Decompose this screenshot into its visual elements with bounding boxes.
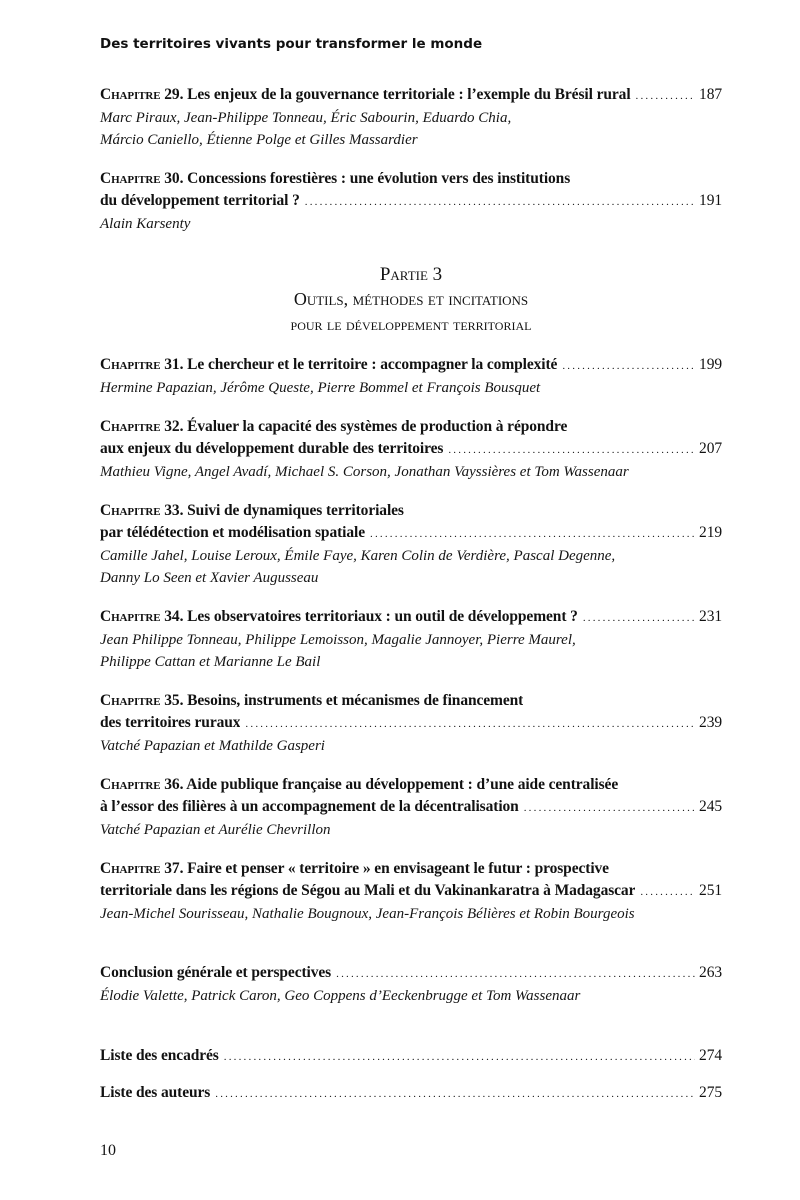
dot-leader: [562, 355, 695, 377]
back-matter-title: Liste des encadrés: [100, 1047, 219, 1064]
toc-entry-ch37: [100, 858, 722, 925]
toc-title-line: [100, 354, 722, 377]
toc-title-line: [100, 796, 722, 819]
chapter-label: Chapitre 32.: [100, 418, 184, 435]
conclusion-title: Conclusion générale et perspectives: [100, 964, 332, 981]
authors-line: Danny Lo Seen et Xavier Augusseau: [100, 570, 319, 586]
toc-title-line: [100, 774, 722, 796]
chapter-title: Évaluer la capacité des systèmes de production à répondre: [187, 418, 568, 435]
toc-title-line: [100, 712, 722, 735]
authors-line: Hermine Papazian, Jérôme Queste, Pierre Bommel et François Bousquet: [100, 380, 541, 396]
authors-line: Márcio Caniello, Étienne Polge et Gilles Massardier: [100, 132, 418, 148]
chapter-label: Chapitre 35.: [100, 692, 184, 709]
running-header: Des territoires vivants pour transformer le monde: [100, 36, 483, 52]
authors-line: Alain Karsenty: [100, 216, 191, 232]
dot-leader: [336, 963, 695, 985]
toc-entry-ch31: [100, 354, 722, 399]
chapter-title: Le chercheur et le territoire : accompagner la complexité: [187, 356, 558, 373]
chapter-label: Chapitre 36.: [100, 776, 184, 793]
page-number: 191: [699, 192, 722, 209]
dot-leader: [224, 1046, 695, 1068]
toc-title-line: [100, 522, 722, 545]
dot-leader: [245, 713, 695, 735]
chapter-title: Suivi de dynamiques territoriales: [187, 502, 404, 519]
toc-title-line: [100, 84, 722, 107]
chapter-title-continued: du développement territorial ?: [100, 192, 300, 209]
chapter-label: Chapitre 30.: [100, 170, 184, 187]
authors-line: Vatché Papazian et Aurélie Chevrillon: [100, 822, 331, 838]
page-number: 239: [699, 714, 722, 731]
dot-leader: [370, 523, 695, 545]
page-number: 275: [699, 1084, 722, 1101]
part-title-line2: pour le développement territorial: [290, 314, 532, 334]
page-number: 263: [699, 964, 722, 981]
toc-title-line: [100, 880, 722, 903]
chapter-title: Les enjeux de la gouvernance territoriale : l’exemple du Brésil rural: [187, 86, 631, 103]
chapter-title: Les observatoires territoriaux : un outil de développement ?: [187, 608, 578, 625]
chapter-title: Besoins, instruments et mécanismes de financement: [187, 692, 524, 709]
toc-title-line: [100, 606, 722, 629]
chapter-label: Chapitre 29.: [100, 86, 184, 103]
toc-title-line: [100, 690, 722, 712]
dot-leader: [215, 1083, 695, 1105]
page-number: 231: [699, 608, 722, 625]
toc-title-line: [100, 168, 722, 190]
page-number: 219: [699, 524, 722, 541]
back-matter-title: Liste des auteurs: [100, 1084, 211, 1101]
chapter-label: Chapitre 34.: [100, 608, 184, 625]
dot-leader: [636, 85, 696, 107]
part-title-line1: Outils, méthodes et incitations: [293, 289, 529, 309]
toc-entry-liste-auteurs: [100, 1082, 722, 1105]
authors-line: Philippe Cattan et Marianne Le Bail: [100, 654, 321, 670]
chapter-authors: [100, 545, 722, 589]
dot-leader: [524, 797, 695, 819]
chapter-label: Chapitre 31.: [100, 356, 184, 373]
page-number: 207: [699, 440, 722, 457]
page-number: 251: [699, 882, 722, 899]
dot-leader: [305, 191, 695, 213]
toc-title-line: [100, 416, 722, 438]
toc-title-line: [100, 190, 722, 213]
page-number: 245: [699, 798, 722, 815]
chapter-title-continued: par télédétection et modélisation spatiale: [100, 524, 365, 541]
authors-line: Vatché Papazian et Mathilde Gasperi: [100, 738, 325, 754]
toc-title-line: [100, 500, 722, 522]
part-label: Partie 3: [379, 264, 443, 285]
dot-leader: [583, 607, 695, 629]
chapter-title: Faire et penser « territoire » en envisageant le futur : prospective: [187, 860, 609, 877]
dot-leader: [448, 439, 695, 461]
toc-entry-ch35: [100, 690, 722, 757]
chapter-authors: [100, 819, 722, 841]
toc-title-line: [100, 1082, 722, 1105]
toc-entry-liste-encadres: [100, 1045, 722, 1068]
toc-entry-ch32: [100, 416, 722, 483]
dot-leader: [640, 881, 695, 903]
authors-line: Mathieu Vigne, Angel Avadí, Michael S. Corson, Jonathan Vayssières et Tom Wassenaar: [100, 464, 629, 480]
page-number: 199: [699, 356, 722, 373]
chapter-title: Aide publique française au développement : d’une aide centralisée: [186, 776, 619, 793]
chapter-label: Chapitre 37.: [100, 860, 184, 877]
chapter-authors: [100, 377, 722, 399]
toc-title-line: [100, 858, 722, 880]
page-number: 187: [699, 86, 722, 103]
chapter-authors: [100, 629, 722, 673]
chapter-label: Chapitre 33.: [100, 502, 184, 519]
chapter-authors: [100, 903, 722, 925]
authors-line: Camille Jahel, Louise Leroux, Émile Faye, Karen Colin de Verdière, Pascal Degenne,: [100, 548, 616, 564]
chapter-title: Concessions forestières : une évolution vers des institutions: [187, 170, 571, 187]
toc-entry-conclusion: [100, 962, 722, 1007]
toc-title-line: [100, 962, 722, 985]
chapter-title-continued: des territoires ruraux: [100, 714, 241, 731]
toc-title-line: [100, 1045, 722, 1068]
toc-content: [100, 84, 722, 1105]
toc-title-line: [100, 438, 722, 461]
folio-page-number: 10: [100, 1142, 116, 1159]
authors-line: Jean-Michel Sourisseau, Nathalie Bougnoux, Jean-François Bélières et Robin Bourgeois: [100, 906, 635, 922]
chapter-authors: [100, 213, 722, 235]
toc-entry-ch33: [100, 500, 722, 589]
part-heading: [100, 262, 722, 337]
chapter-authors: [100, 985, 722, 1007]
toc-entry-ch36: [100, 774, 722, 841]
authors-line: Jean Philippe Tonneau, Philippe Lemoisson, Magalie Jannoyer, Pierre Maurel,: [100, 632, 576, 648]
chapter-authors: [100, 107, 722, 151]
authors-line: Marc Piraux, Jean-Philippe Tonneau, Éric Sabourin, Eduardo Chia,: [100, 110, 512, 126]
toc-entry-ch29: [100, 84, 722, 151]
chapter-authors: [100, 735, 722, 757]
chapter-title-continued: à l’essor des filières à un accompagnement de la décentralisation: [100, 798, 519, 815]
chapter-title-continued: aux enjeux du développement durable des territoires: [100, 440, 444, 457]
authors-line: Élodie Valette, Patrick Caron, Geo Coppens d’Eeckenbrugge et Tom Wassenaar: [100, 988, 581, 1004]
chapter-authors: [100, 461, 722, 483]
toc-entry-ch34: [100, 606, 722, 673]
toc-entry-ch30: [100, 168, 722, 235]
chapter-title-continued: territoriale dans les régions de Ségou au Mali et du Vakinankaratra à Madagascar: [100, 882, 636, 899]
page-number: 274: [699, 1047, 722, 1064]
